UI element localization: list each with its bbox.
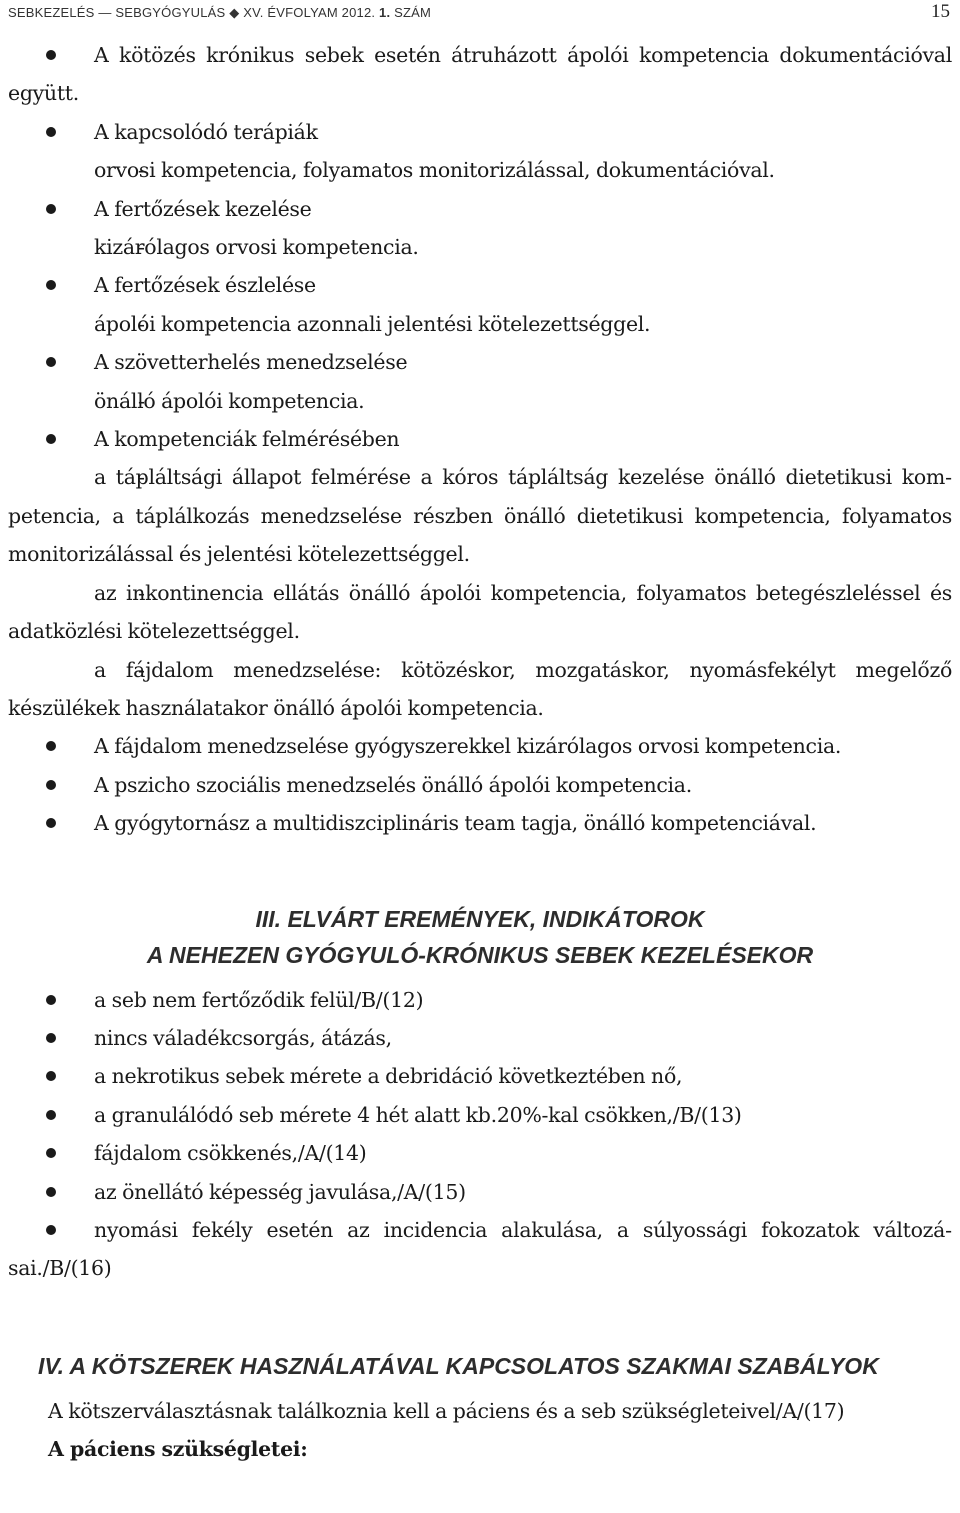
bullet-item: A fájdalom menedzselése gyógyszerekkel kizárólagos orvosi kompetencia. — [8, 727, 952, 765]
dash-item: - ápolói kompetencia azonnali jelentési kötelezettséggel. — [8, 305, 952, 343]
dash-item: - orvosi kompetencia, folyamatos monitorizálással, dokumentációval. — [8, 151, 952, 189]
section-iii-title — [8, 901, 952, 973]
running-head: SEBKEZELÉS — SEBGYÓGYULÁS ◆ XV. ÉVFOLYAM 2012. 1. SZÁM — [8, 5, 432, 20]
section-iii-title-line1: III. ELVÁRT EREMÉNYEK, INDIKÁTOROK — [255, 905, 705, 932]
indicator-item: az önellátó képesség javulása,/A/(15) — [8, 1173, 952, 1211]
bullet-item: A pszicho szociális menedzselés önálló ápolói kompetencia. — [8, 766, 952, 804]
bullet-item: A fertőzések kezelése — [8, 190, 952, 228]
dash-item: - a fájdalom menedzselése: kötözéskor, mozgatáskor, nyomásfekélyt megelőző készülékek használatakor önálló ápolói kompetencia. — [8, 651, 952, 728]
bullet-item: A fertőzések észlelése — [8, 266, 952, 304]
section-iv-paragraph: A kötszerválasztásnak találkoznia kell a páciens és a seb szükségleteivel/A/(17) — [48, 1398, 845, 1423]
page-body — [8, 36, 952, 1469]
competence-list — [8, 36, 952, 843]
indicator-item: a granulálódó seb mérete 4 hét alatt kb.20%-kal csökken,/B/(13) — [8, 1096, 952, 1134]
indicator-item: a nekrotikus sebek mérete a debridáció következtében nő, — [8, 1057, 952, 1095]
dash-item: - kizárólagos orvosi kompetencia. — [8, 228, 952, 266]
indicator-item: nincs váladékcsorgás, átázás, — [8, 1019, 952, 1057]
running-header — [8, 3, 950, 25]
bullet-item: A szövetterhelés menedzselése — [8, 343, 952, 381]
bullet-item: A kompetenciák felmérésében — [8, 420, 952, 458]
section-iv-subheading: A páciens szükségletei: — [48, 1437, 308, 1462]
indicator-item: nyomási fekély esetén az incidencia alakulása, a súlyossági fokozatok változásai./B/(16) — [8, 1211, 952, 1288]
bullet-item: A kötözés krónikus sebek esetén átruházott ápolói kompetencia dokumentációval együtt. — [8, 36, 952, 113]
page-number: 15 — [931, 1, 950, 22]
bullet-item: A gyógytornász a multidiszciplináris team tagja, önálló kompetenciával. — [8, 804, 952, 842]
indicator-list — [8, 981, 952, 1288]
bullet-item: A kapcsolódó terápiák — [8, 113, 952, 151]
issue-number: 1. — [379, 5, 391, 20]
section-iv-title: IV. A KÖTSZEREK HASZNÁLATÁVAL KAPCSOLATOS SZAKMAI SZABÁLYOK — [38, 1352, 879, 1379]
indicator-item: a seb nem fertőződik felül/B/(12) — [8, 981, 952, 1019]
dash-item: - a tápláltsági állapot felmérése a kóros tápláltság kezelése önálló dietetikusi kompetencia, a táplálkozás menedzselése részben önálló dietetikusi kompetencia, folyamatos monitorizálással és jelentési kötelezettséggel. — [8, 458, 952, 573]
section-iii-title-line2: A NEHEZEN GYÓGYULÓ-KRÓNIKUS SEBEK KEZELÉSEKOR — [146, 941, 814, 968]
dash-item: - önálló ápolói kompetencia. — [8, 382, 952, 420]
dash-item: - az inkontinencia ellátás önálló ápolói kompetencia, folyamatos betegészleléssel és adatközlési kötelezettséggel. — [8, 574, 952, 651]
indicator-item: fájdalom csökkenés,/A/(14) — [8, 1134, 952, 1172]
